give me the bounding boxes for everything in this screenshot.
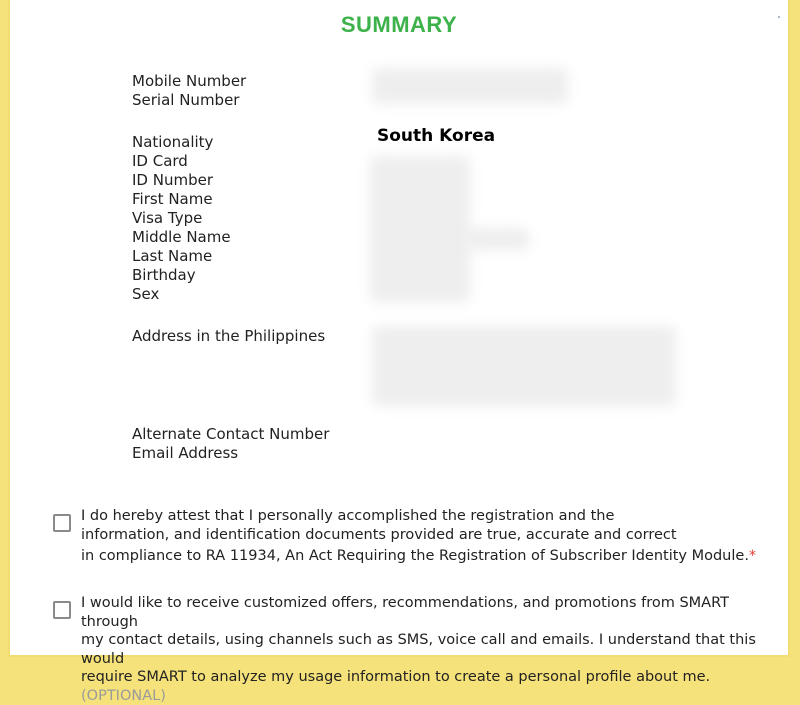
optional-label: (OPTIONAL) <box>81 687 166 704</box>
summary-panel <box>10 0 788 704</box>
redacted-personal-details <box>370 156 470 302</box>
label-middle-name: Middle Name <box>132 228 231 246</box>
attest-line-3 <box>81 547 771 566</box>
label-mobile-number: Mobile Number <box>132 72 247 90</box>
label-visa-type: Visa Type <box>132 209 203 227</box>
label-first-name: First Name <box>132 190 213 208</box>
attest-statement <box>81 507 771 566</box>
required-asterisk: * <box>748 548 756 564</box>
offers-line-3 <box>81 668 771 705</box>
offers-line-1: I would like to receive customized offers, recommendations, and promotions from SMART through <box>81 595 729 630</box>
offers-line-3-text: require SMART to analyze my usage information to create a personal profile about me. <box>81 669 711 685</box>
label-sex: Sex <box>132 285 160 303</box>
nationality-value: South Korea <box>377 126 496 146</box>
redacted-mobile-serial <box>372 68 568 104</box>
label-address-philippines: Address in the Philippines <box>132 327 326 345</box>
attest-line-2: information, and identification documents provided are true, accurate and correct <box>81 526 677 543</box>
offers-checkbox[interactable] <box>53 601 71 619</box>
redacted-address <box>372 326 676 406</box>
attest-line-1: I do hereby attest that I personally accomplished the registration and the <box>81 508 615 524</box>
attest-line-3-text: in compliance to RA 11934, An Act Requiring the Registration of Subscriber Identity Module. <box>81 548 749 564</box>
label-id-card: ID Card <box>132 152 188 170</box>
attest-checkbox[interactable] <box>53 514 71 532</box>
label-serial-number: Serial Number <box>132 91 240 109</box>
label-id-number: ID Number <box>132 171 213 189</box>
offers-line-2: my contact details, using channels such as SMS, voice call and emails. I understand that this would <box>81 632 756 667</box>
label-alternate-contact-number: Alternate Contact Number <box>132 425 330 443</box>
label-nationality: Nationality <box>132 133 214 151</box>
label-birthday: Birthday <box>132 266 196 284</box>
offers-statement <box>81 594 771 705</box>
label-email-address: Email Address <box>132 444 239 462</box>
label-last-name: Last Name <box>132 247 213 265</box>
summary-title: SUMMARY <box>340 12 458 37</box>
redacted-middle-name-extra <box>465 228 529 250</box>
